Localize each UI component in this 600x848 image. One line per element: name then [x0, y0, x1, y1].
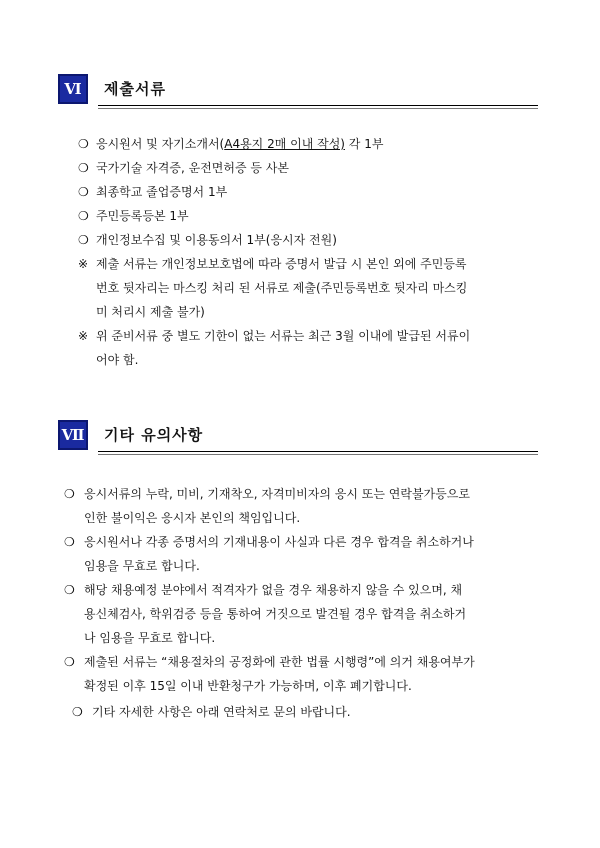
section-6-header [58, 74, 538, 104]
section-6-rule-thin [98, 108, 538, 109]
item-text: 주민등록등본 1부 [96, 209, 189, 223]
list-item [0, 156, 600, 180]
item-line: 확정된 이후 15일 이내 반환청구가 가능하며, 이후 폐기합니다. [84, 679, 412, 693]
item-text: 국가기술 자격증, 운전면허증 등 사본 [96, 161, 289, 175]
reference-mark-icon: ※ [78, 257, 89, 271]
item-text-suffix: 각 1부 [344, 137, 384, 151]
section-7-title: 기타 유의사항 [104, 426, 204, 444]
item-underlined-text: A4용지 2매 이내 작성) [224, 137, 345, 151]
bullet-icon: ❍ [78, 209, 89, 223]
bullet-icon: ❍ [64, 487, 75, 501]
section-7-numeral: Ⅶ [58, 420, 88, 450]
bullet-icon: ❍ [64, 655, 75, 669]
bullet-icon: ❍ [78, 161, 89, 175]
item-line: 응시원서나 각종 증명서의 기재내용이 사실과 다른 경우 합격을 취소하거나 [84, 535, 474, 549]
bullet-icon: ❍ [64, 535, 75, 549]
list-item [0, 228, 600, 252]
list-item [0, 530, 600, 578]
list-item [0, 650, 600, 698]
item-line: 인한 불이익은 응시자 본인의 책임입니다. [84, 511, 301, 525]
item-line: 임용을 무효로 합니다. [84, 559, 200, 573]
item-line: 용신체검사, 학위검증 등을 통하여 거짓으로 발견될 경우 합격을 취소하거 [84, 607, 467, 621]
item-line: 해당 채용예정 분야에서 적격자가 없을 경우 채용하지 않을 수 있으며, 채 [84, 583, 463, 597]
section-7-list [0, 482, 600, 724]
section-6-rule [98, 105, 538, 106]
item-text: 응시원서 및 자기소개서( [96, 137, 225, 151]
item-line: 기타 자세한 사항은 아래 연락처로 문의 바랍니다. [92, 705, 351, 719]
item-line: 응시서류의 누락, 미비, 기재착오, 자격미비자의 응시 또는 연락불가등으로 [84, 487, 470, 501]
section-6-title: 제출서류 [104, 80, 166, 98]
bullet-icon: ❍ [78, 233, 89, 247]
bullet-icon: ❍ [64, 583, 75, 597]
item-text: 개인정보수집 및 이용동의서 1부(응시자 전원) [96, 233, 337, 247]
list-item [0, 180, 600, 204]
note-line: 어야 함. [96, 353, 139, 367]
bullet-icon: ❍ [78, 137, 89, 151]
section-7-header [58, 420, 538, 450]
section-7-rule [98, 451, 538, 452]
list-item [0, 700, 600, 724]
note-line: 번호 뒷자리는 마스킹 처리 된 서류로 제출(주민등록번호 뒷자리 마스킹 [96, 281, 468, 295]
bullet-icon: ❍ [72, 705, 83, 719]
note-line: 제출 서류는 개인정보보호법에 따라 증명서 발급 시 본인 외에 주민등록 [96, 257, 467, 271]
list-item [0, 482, 600, 530]
note-item [0, 252, 600, 324]
section-6-list [0, 132, 600, 372]
section-6-numeral: Ⅵ [58, 74, 88, 104]
note-line: 미 처리시 제출 불가) [96, 305, 205, 319]
note-item [0, 324, 600, 372]
item-text: 최종학교 졸업증명서 1부 [96, 185, 228, 199]
list-item [0, 132, 600, 156]
item-line: 나 임용을 무효로 합니다. [84, 631, 216, 645]
note-line: 위 준비서류 중 별도 기한이 없는 서류는 최근 3월 이내에 발급된 서류이 [96, 329, 471, 343]
list-item [0, 204, 600, 228]
list-item [0, 578, 600, 650]
section-7-rule-thin [98, 454, 538, 455]
bullet-icon: ❍ [78, 185, 89, 199]
reference-mark-icon: ※ [78, 329, 89, 343]
item-line: 제출된 서류는 “채용절차의 공정화에 관한 법률 시행령”에 의거 채용여부가 [84, 655, 475, 669]
